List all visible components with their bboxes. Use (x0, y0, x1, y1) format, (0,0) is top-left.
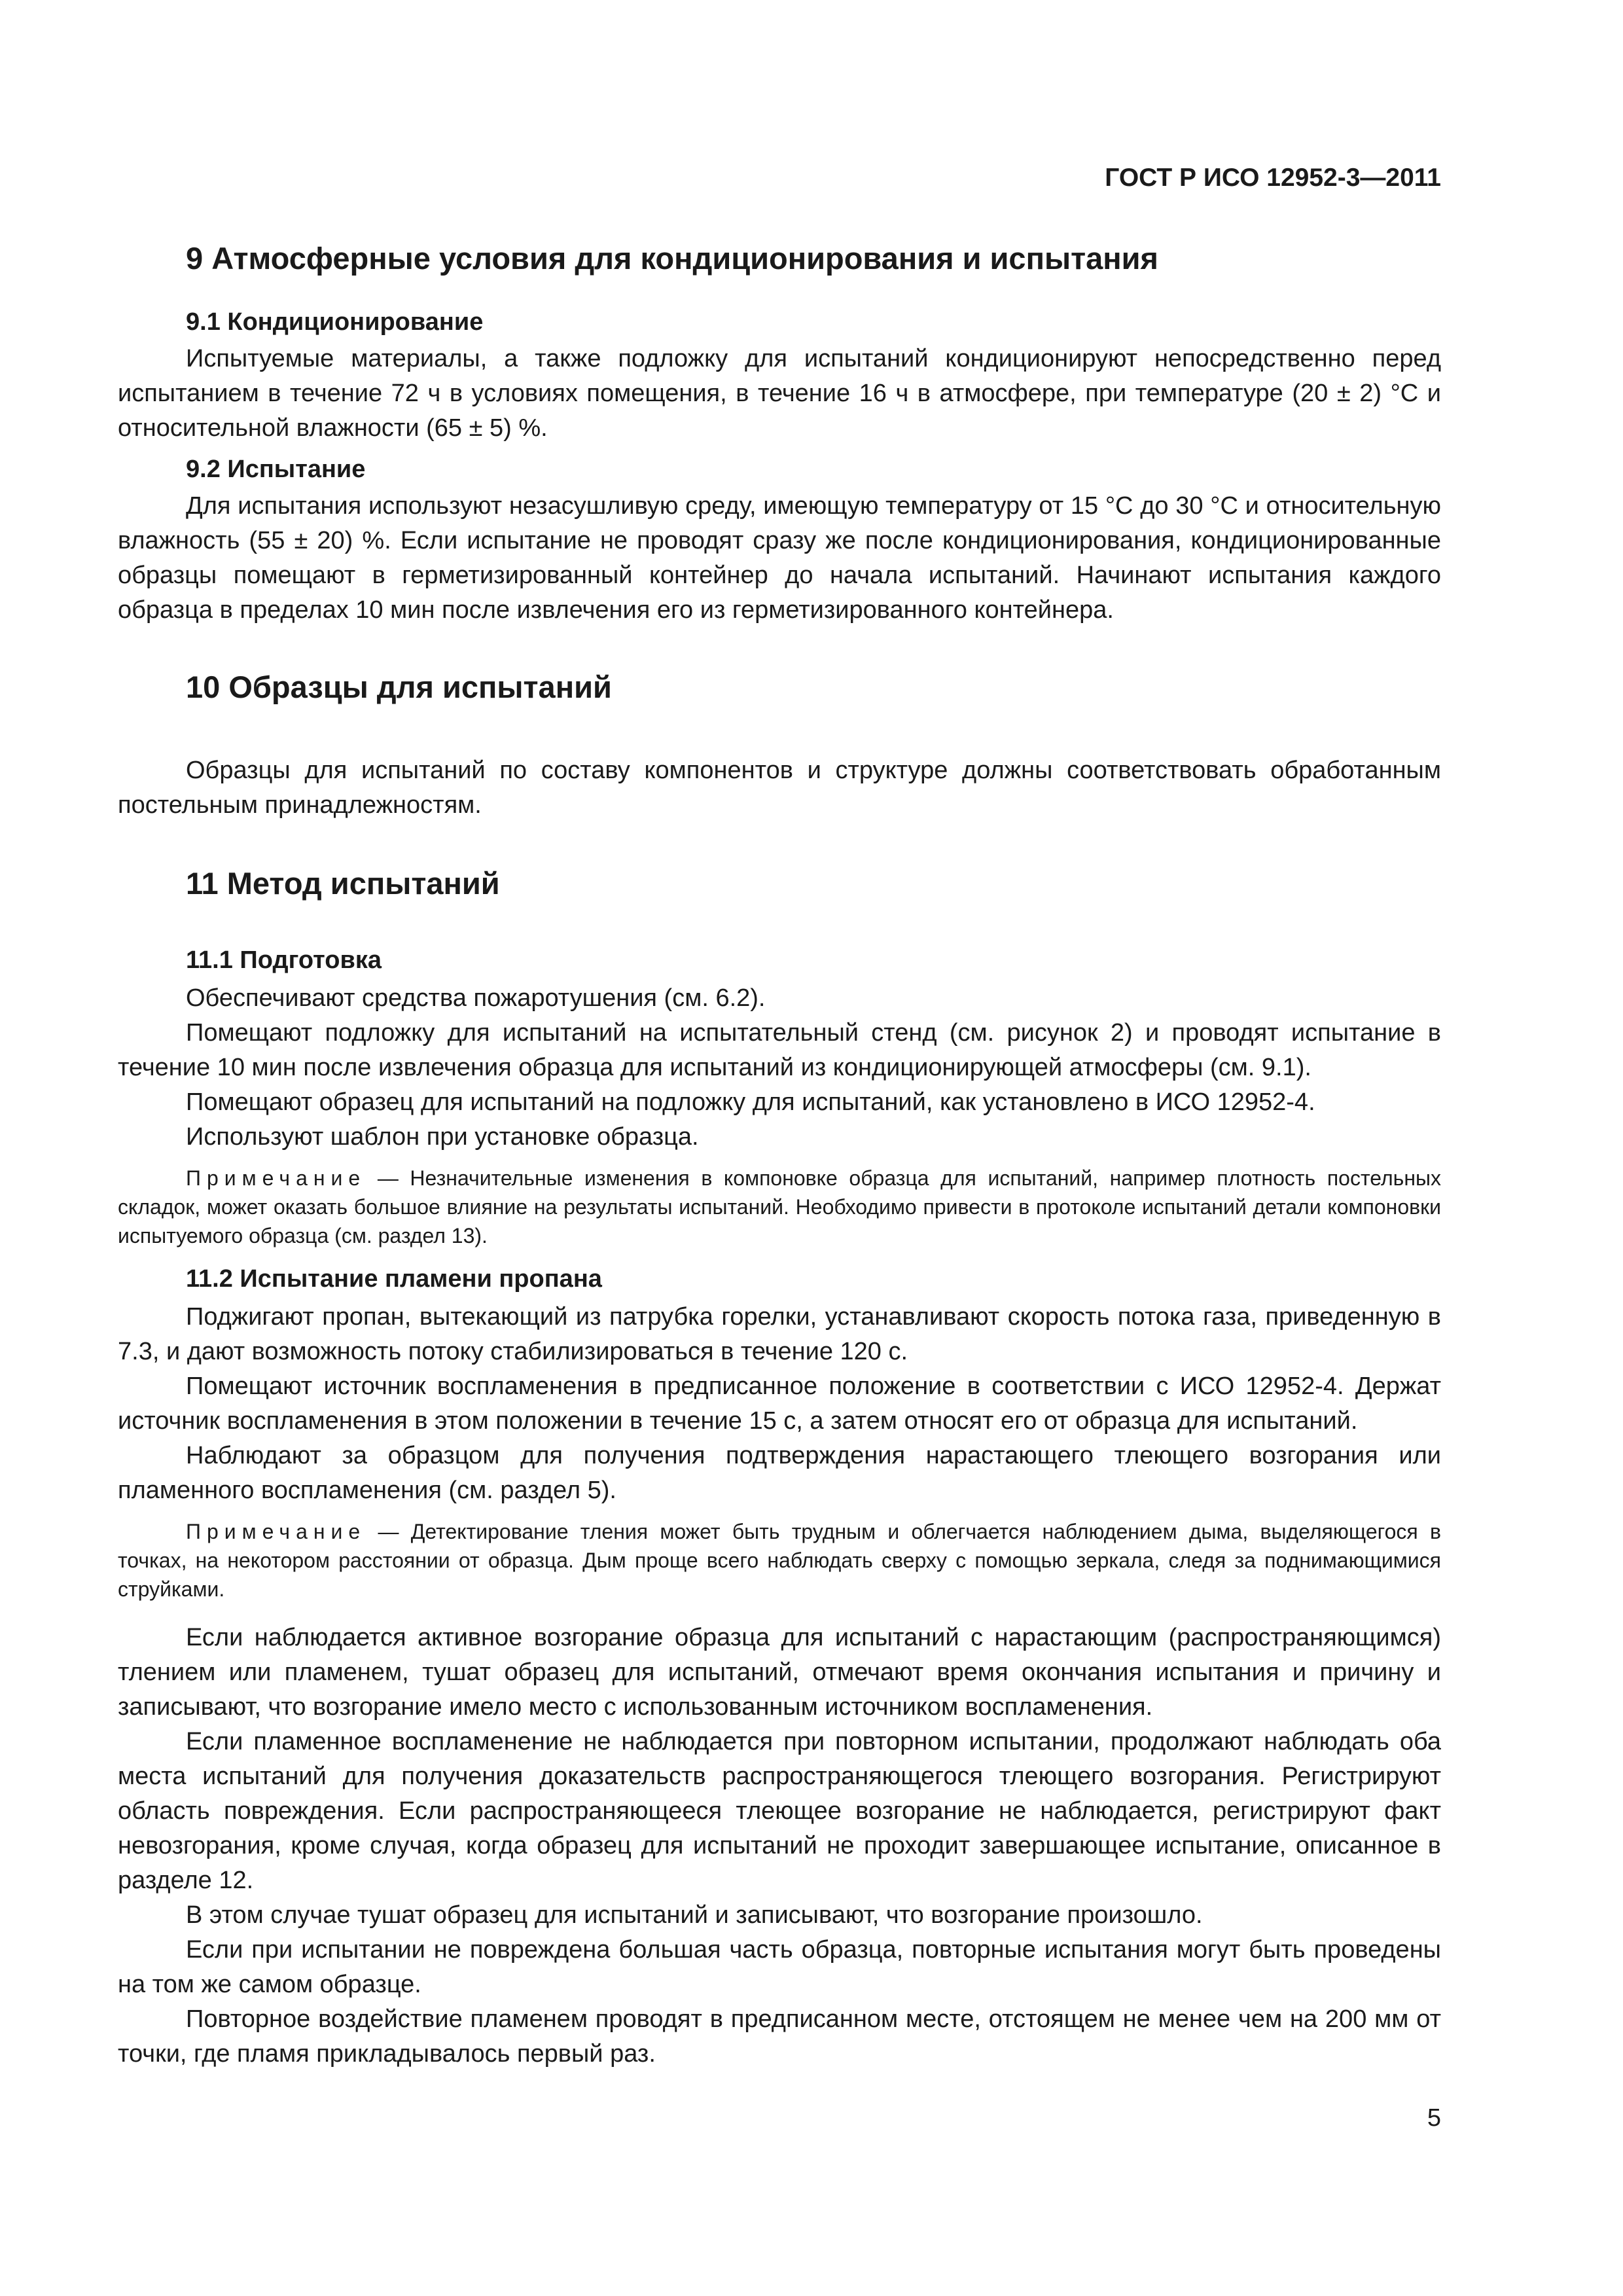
subsection-11-1-paragraph-4: Используют шаблон при установке образца. (186, 1123, 699, 1151)
subsection-11-1-title: 11.1 Подготовка (186, 946, 382, 974)
page-number: 5 (1427, 2104, 1441, 2132)
note-11-2 (118, 1517, 1441, 1604)
subsection-9-1-text: Испытуемые материалы, а также подложку для испытаний кондиционируют непосредственно перед испытанием в течение 72 ч в условиях помещения, в течение 16 ч в атмосфере, при температуре (20 ± 2) °С и относительной влажности (65 ± 5) %. (118, 345, 1441, 442)
subsection-11-2-paragraph-3: Наблюдают за образцом для получения подтверждения нарастающего тлеющего возгорания или пламенного воспламенения (см. раздел 5). (118, 1442, 1441, 1504)
subsection-11-2-paragraph-4: Если наблюдается активное возгорание образца для испытаний с нарастающим (распространяющимся) тлением или пламенем, тушат образец для испытаний, отмечают время окончания испытания и причину и записывают, что возгорание имело место с использованным источником воспламенения. (118, 1624, 1441, 1721)
subsection-9-1-title: 9.1 Кондиционирование (186, 308, 484, 336)
note-label: Примечание (186, 1166, 366, 1190)
note-text: — Незначительные изменения в компоновке образца для испытаний, например плотность постельных складок, может оказать большое влияние на результаты испытаний. Необходимо привести в протоколе испытаний детали компоновки испытуемого образца (см. раздел 13). (118, 1166, 1441, 1247)
subsection-11-2-title: 11.2 Испытание пламени пропана (186, 1265, 602, 1293)
note-text: — Детектирование тления может быть трудным и облегчается наблюдением дыма, выделяющегося в точках, на некотором расстоянии от образца. Дым проще всего наблюдать сверху с помощью зеркала, следя за поднимающимися струйками. (118, 1520, 1441, 1601)
subsection-9-2-title: 9.2 Испытание (186, 456, 366, 483)
subsection-11-2-paragraph-8: Повторное воздействие пламенем проводят в предписанном месте, отстоящем не менее чем на 200 мм от точки, где пламя прикладывалось первый раз. (118, 2005, 1441, 2068)
subsection-11-1-paragraph-3: Помещают образец для испытаний на подложку для испытаний, как установлено в ИСО 12952-4. (186, 1088, 1315, 1116)
subsection-11-2-paragraph-6: В этом случае тушат образец для испытаний и записывают, что возгорание произошло. (186, 1901, 1203, 1929)
subsection-11-2-paragraph-5: Если пламенное воспламенение не наблюдается при повторном испытании, продолжают наблюдать оба места испытаний для получения доказательств распространяющегося тлеющего возгорания. Регистрируют область повреждения. Если распространяющееся тлеющее возгорание не наблюдается, регистрируют факт невозгорания, кроме случая, когда образец для испытаний не проходит завершающее испытание, описанное в разделе 12. (118, 1728, 1441, 1894)
note-11-1 (118, 1164, 1441, 1250)
subsection-9-2-text: Для испытания используют незасушливую среду, имеющую температуру от 15 °С до 30 °С и относительную влажность (55 ± 20) %. Если испытание не проводят сразу же после кондиционирования, кондиционированные образцы помещают в герметизированный контейнер до начала испытаний. Начинают испытания каждого образца в пределах 10 мин после извлечения его из герметизированного контейнера. (118, 492, 1441, 624)
subsection-11-2-paragraph-7: Если при испытании не повреждена большая часть образца, повторные испытания могут быть проведены на том же самом образце. (118, 1936, 1441, 1998)
subsection-11-1-paragraph-1: Обеспечивают средства пожаротушения (см. 6.2). (186, 984, 766, 1012)
section-11-title: 11 Метод испытаний (186, 866, 500, 901)
section-10-text: Образцы для испытаний по составу компонентов и структуре должны соответствовать обработанным постельным принадлежностям. (118, 757, 1441, 819)
subsection-11-2-paragraph-1: Поджигают пропан, вытекающий из патрубка горелки, устанавливают скорость потока газа, приведенную в 7.3, и дают возможность потоку стабилизироваться в течение 120 с. (118, 1303, 1441, 1365)
section-9-title: 9 Атмосферные условия для кондиционирования и испытания (186, 241, 1158, 276)
standard-id: ГОСТ Р ИСО 12952-3—2011 (1105, 164, 1441, 192)
subsection-11-1-paragraph-2: Помещают подложку для испытаний на испытательный стенд (см. рисунок 2) и проводят испытание в течение 10 мин после извлечения образца для испытаний из кондиционирующей атмосферы (см. 9.1). (118, 1019, 1441, 1081)
section-10-title: 10 Образцы для испытаний (186, 670, 612, 704)
subsection-11-2-paragraph-2: Помещают источник воспламенения в предписанное положение в соответствии с ИСО 12952-4. Держат источник воспламенения в этом положении в течение 15 с, а затем относят его от образца для испытаний. (118, 1372, 1441, 1435)
note-label: Примечание (186, 1520, 366, 1543)
